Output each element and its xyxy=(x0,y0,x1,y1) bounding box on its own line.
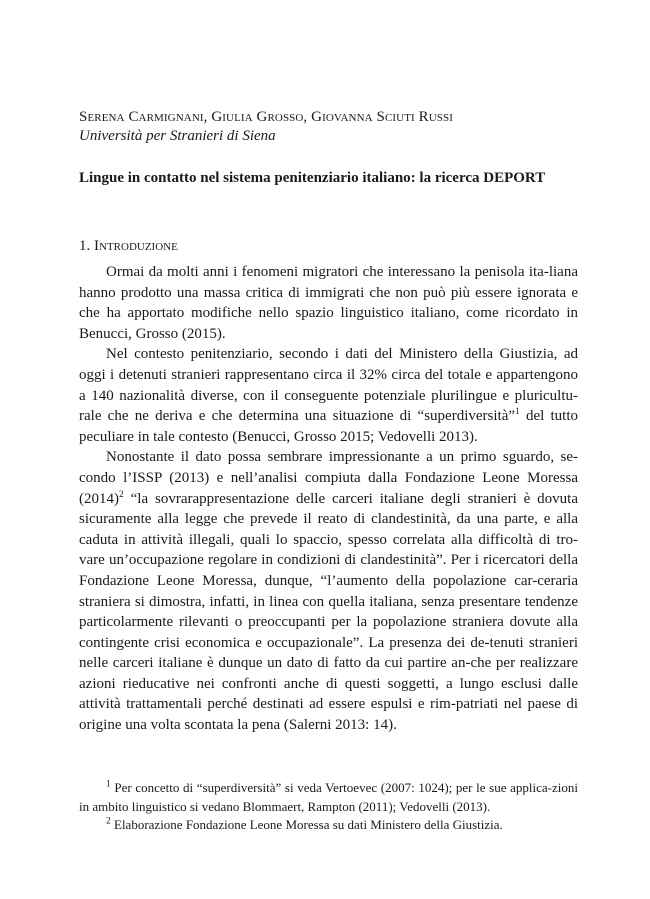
authors: Serena Carmignani, Giulia Grosso, Giovanna Sciuti Russi xyxy=(79,109,453,125)
paragraph-3 xyxy=(79,447,578,735)
section-heading: 1. Introduzione xyxy=(79,238,178,254)
body-text xyxy=(79,262,578,736)
paper-title: Lingue in contatto nel sistema penitenziario italiano: la ricerca DEPORT xyxy=(79,170,546,186)
paragraph-2-text-b: del tutto peculiare in tale contesto (Benucci, Grosso 2015; Vedovelli 2013). xyxy=(79,408,579,445)
footnotes xyxy=(79,779,578,835)
footnote-ref-1: 1 xyxy=(515,407,520,418)
footnote-ref-2: 2 xyxy=(119,489,124,500)
affiliation: Università per Stranieri di Siena xyxy=(79,128,276,144)
paragraph-1: Ormai da molti anni i fenomeni migratori che interessano la penisola ita-liana hanno prodotto una massa critica di immigrati che non può più essere ignorata e che ha apportato modifiche nello spazio linguistico italiano, come ricordato in Benucci, Grosso (2015). xyxy=(79,264,578,342)
paragraph-3-text-a: Nonostante il dato possa sembrare impressionante a un primo sguardo, se-condo l’ISSP (2013) e nell’analisi compiuta dalla Fondazione Leone Moressa (2014) xyxy=(79,449,578,507)
footnote-2-text: Elaborazione Fondazione Leone Moressa su dati Ministero della Giustizia. xyxy=(110,817,503,832)
paragraph-2 xyxy=(79,344,578,447)
footnote-1-text: Per concetto di “superdiversità” si veda Vertoevec (2007: 1024); per le sue applica-zioni in ambito linguistico si vedano Blommaert, Rampton (2011); Vedovelli (2013). xyxy=(79,780,578,814)
paragraph-3-text-b: “la sovrarappresentazione delle carceri italiane degli stranieri è dovuta sicuramente alla legge che prevede il reato di clandestinità, da una parte, e alla caduta in attività illegali, quali lo spaccio, spesso correlata alla difficoltà di tro-vare un’occupazione regolare in condizioni di clandestinità”. Per i ricercatori della Fondazione Leone Moressa, dunque, “l’aumento della popolazione car-ceraria straniera si dimostra, infatti, in linea con quella italiana, senza presentare tendenze particolarmente rilevanti o preoccupanti per la popolazione straniera dovute alla contingente crisi economica e occupazionale”. La presenza dei de-tenuti stranieri nelle carceri italiane è dunque un dato di fatto da cui partire an-che per realizzare azioni rieducative nei confronti anche di questi soggetti, a lungo esclusi dalle attività trattamentali perché destinati ad essere espulsi e rim-patriati nel paese di origine una volta scontata la pena (Salerni 2013: 14). xyxy=(79,490,578,734)
paragraph-2-text-a: Nel contesto penitenziario, secondo i dati del Ministero della Giustizia, ad oggi i detenuti stranieri rappresentano circa il 32% circa del totale e appartengono a 140 nazionalità diverse, con il conseguente potenziale plurilingue e pluricultu-rale che ne deriva e che determina una situazione di “superdiversità” xyxy=(79,346,578,425)
footnote-2 xyxy=(79,816,578,835)
footnote-1 xyxy=(79,779,578,816)
footnote-2-mark: 2 xyxy=(106,816,111,827)
footnote-1-mark: 1 xyxy=(106,779,111,790)
